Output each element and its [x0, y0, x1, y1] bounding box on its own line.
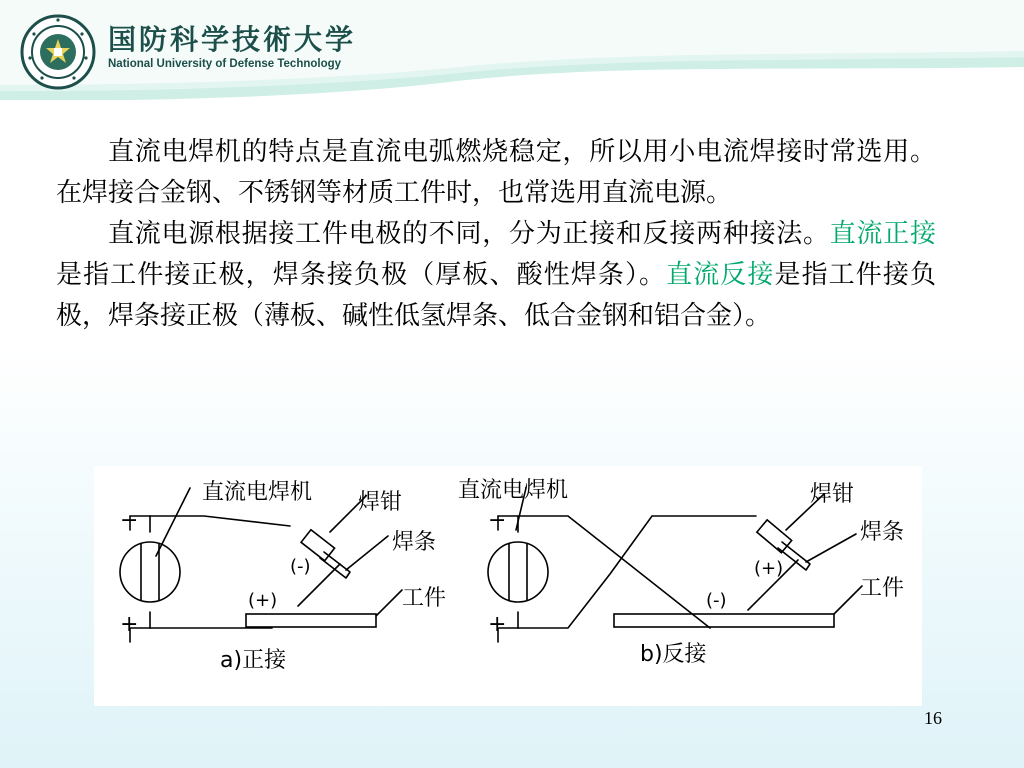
diagram-b-rod-polarity: (+)	[754, 558, 784, 579]
welding-connection-diagram	[94, 466, 922, 706]
diagram-b-machine-label: 直流电焊机	[458, 478, 569, 503]
diagram-a-workpiece	[246, 614, 376, 627]
diagram-a-workpiece-polarity: (+)	[248, 590, 278, 611]
university-name-chinese: 国防科学技術大学	[108, 23, 357, 56]
diagram-b-caption: b)反接	[640, 642, 707, 667]
diagram-b-clamp-label: 焊钳	[810, 482, 855, 507]
diagram-a-negative-terminal: −	[120, 508, 139, 533]
diagram-b-welder-machine	[488, 542, 548, 602]
diagram-a-machine-label: 直流电焊机	[202, 480, 313, 505]
paragraph-dc-welder-features: 直流电焊机的特点是直流电弧燃烧稳定，所以用小电流焊接时常选用。在焊接合金钢、不锈钢等材质工件时，也常选用直流电源。	[56, 137, 936, 208]
term-dc-positive-connection: 直流正接	[829, 219, 936, 249]
diagram-a-positive-terminal: +	[120, 612, 139, 637]
positive-connection-definition: 是指工件接正极，焊条接负极（厚板、酸性焊条）。	[56, 260, 667, 290]
diagram-a-rod-polarity: (-)	[290, 556, 311, 577]
diagram-b-workpiece-polarity: (-)	[706, 590, 727, 611]
page-number: 16	[924, 708, 942, 728]
diagram-a-clamp-label: 焊钳	[358, 490, 403, 515]
term-dc-reverse-connection: 直流反接	[666, 260, 775, 290]
diagram-b-rod-label: 焊条	[860, 520, 905, 545]
university-name-english: National University of Defense Technology	[108, 58, 342, 70]
diagram-b-negative-terminal: −	[488, 508, 507, 533]
paragraph-intro-text: 直流电源根据接工件电极的不同，分为正接和反接两种接法。	[108, 219, 830, 249]
diagram-b-workpiece-label: 工件	[860, 576, 905, 601]
slide-header	[0, 0, 1024, 100]
diagram-b-wiring	[488, 488, 862, 642]
diagram-a-workpiece-label: 工件	[402, 586, 447, 611]
diagram-a-rod-label: 焊条	[392, 530, 437, 555]
paragraph-dc-connection-methods	[56, 214, 936, 337]
reverse-connection-definition: 是指工件接负极，焊条接正极（薄板、碱性低氢焊条、低合金钢和铝合金）。	[56, 260, 936, 331]
university-seal-logo	[20, 14, 96, 90]
diagram-b-workpiece	[614, 614, 834, 627]
diagram-b-clamp	[757, 520, 792, 553]
diagram-a-caption: a)正接	[220, 648, 287, 673]
slide-body	[56, 132, 936, 337]
diagram-b-positive-terminal: +	[488, 612, 507, 637]
diagram-a-welder-machine	[120, 542, 180, 602]
